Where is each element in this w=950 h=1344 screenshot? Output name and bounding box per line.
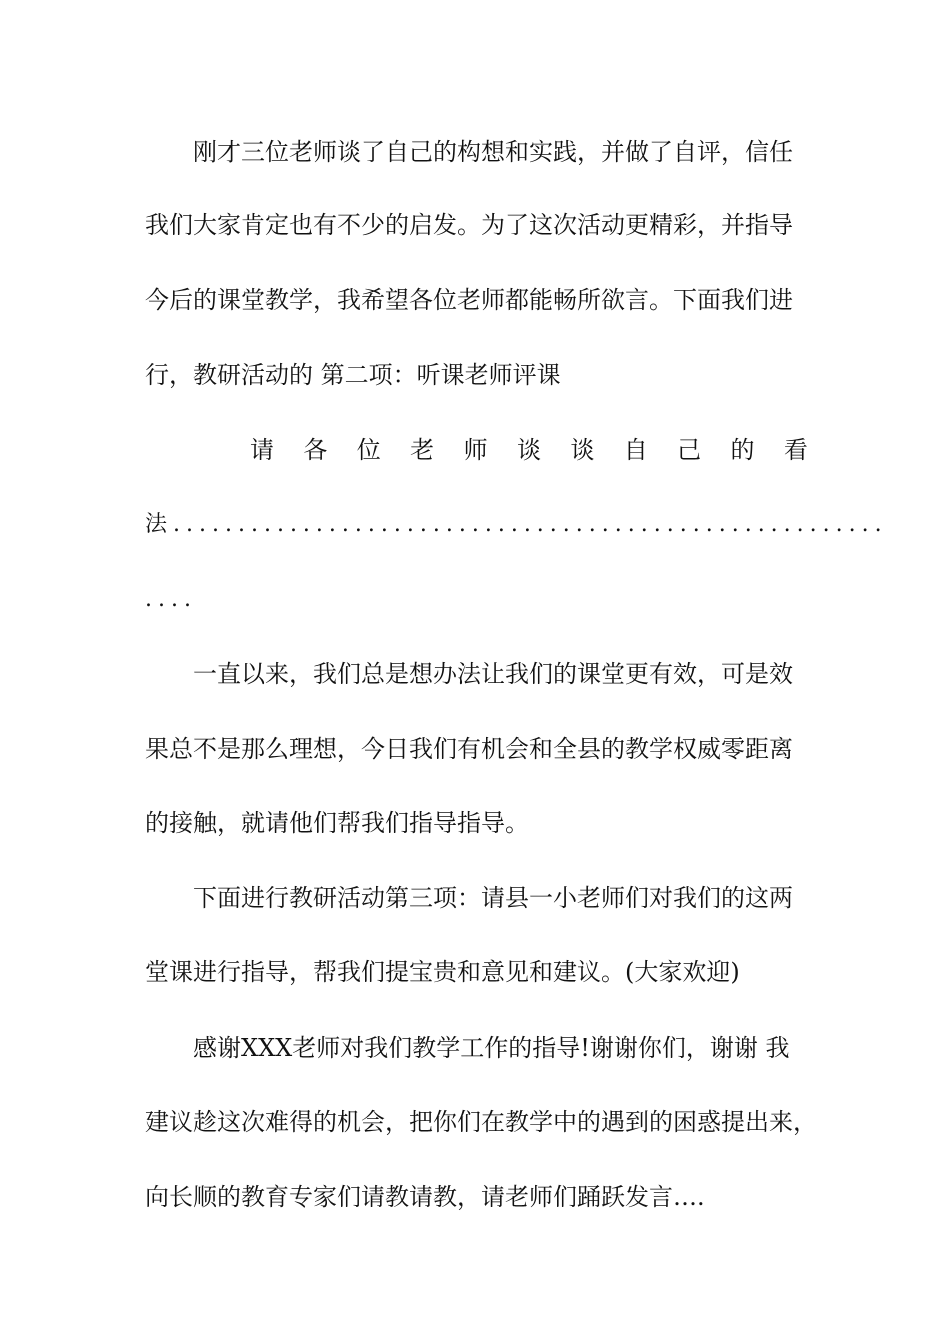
paragraph-2-line-1 xyxy=(250,430,808,470)
paragraph-5-line-3: 向长顺的教育专家们请教请教，请老师们踊跃发言…. xyxy=(145,1183,705,1211)
spread-char: 谈 xyxy=(570,436,595,464)
spread-char: 位 xyxy=(356,436,381,464)
spread-char: 老 xyxy=(410,436,435,464)
paragraph-2-line-3: .... xyxy=(145,587,197,612)
paragraph-3-line-1: 一直以来，我们总是想办法让我们的课堂更有效，可是效 xyxy=(193,660,793,688)
paragraph-3-line-3: 的接触，就请他们帮我们指导指导。 xyxy=(145,809,529,837)
spread-char: 的 xyxy=(730,436,755,464)
spread-char: 自 xyxy=(623,436,648,464)
paragraph-5-line-1: 感谢XXX老师对我们教学工作的指导!谢谢你们，谢谢 我 xyxy=(193,1034,790,1062)
spread-char: 师 xyxy=(463,436,488,464)
paragraph-1-line-3: 今后的课堂教学，我希望各位老师都能畅所欲言。下面我们进 xyxy=(145,286,793,314)
spread-char: 看 xyxy=(783,436,808,464)
paragraph-1-line-1: 刚才三位老师谈了自己的构想和实践，并做了自评，信任 xyxy=(193,138,793,166)
paragraph-4-line-1: 下面进行教研活动第三项：请县一小老师们对我们的这两 xyxy=(193,884,793,912)
paragraph-4-line-2: 堂课进行指导，帮我们提宝贵和意见和建议。(大家欢迎) xyxy=(145,958,740,986)
paragraph-5-line-2: 建议趁这次难得的机会，把你们在教学中的遇到的困惑提出来， xyxy=(145,1108,817,1136)
paragraph-2-line-2: 法....................................................... xyxy=(145,512,888,537)
paragraph-1-line-2: 我们大家肯定也有不少的启发。为了这次活动更精彩，并指导 xyxy=(145,211,793,239)
paragraph-3-line-2: 果总不是那么理想，今日我们有机会和全县的教学权威零距离 xyxy=(145,735,793,763)
spread-char: 各 xyxy=(303,436,328,464)
spread-char: 请 xyxy=(250,436,274,464)
spread-char: 谈 xyxy=(516,436,541,464)
spread-char: 己 xyxy=(677,436,702,464)
paragraph-1-line-4: 行，教研活动的 第二项：听课老师评课 xyxy=(145,361,561,389)
